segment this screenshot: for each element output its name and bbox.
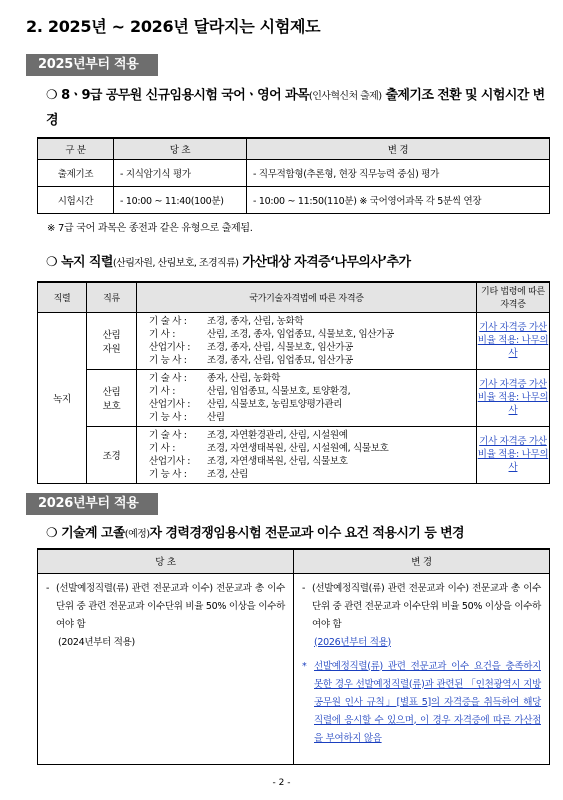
qual-level: 기 술 사 :	[149, 315, 187, 327]
other-cert-link[interactable]: 기사 자격증 가산비율 적용: 나무의사	[477, 322, 549, 359]
table-cell: - 직무적합형(추론형, 현장 직무능력 중심) 평가	[247, 159, 550, 186]
qualification-list	[137, 372, 476, 424]
paragraph	[302, 580, 541, 634]
page-number: - 2 -	[272, 778, 291, 788]
table-cell: - 지식암기식 평가	[114, 159, 247, 186]
qual-level: 기 능 사 :	[149, 411, 187, 423]
circle-bullet-icon: ❍	[46, 88, 58, 103]
table-row	[38, 186, 550, 213]
circle-bullet-icon: ❍	[46, 255, 58, 270]
table-cell	[477, 369, 550, 426]
bullet-text-end: 가산대상 자격증‘나무의사’추가	[238, 255, 411, 270]
qual-level: 기 술 사 :	[149, 372, 187, 384]
table-header: 변 경	[247, 138, 550, 159]
apply-note: (2024년부터 적용)	[58, 636, 135, 648]
series-name: 조경	[102, 450, 121, 462]
table-row	[38, 312, 550, 369]
qual-items: 조경, 종자, 산림, 식물보호, 임산가공	[207, 341, 354, 353]
bullet-note: (예정)	[124, 529, 150, 540]
table-cell: 출제기조	[38, 159, 114, 186]
table-header: 직렬	[38, 282, 87, 312]
qual-items: 산림, 식물보호, 농림토양평가관리	[207, 398, 343, 410]
series-name: 산림 자원	[102, 329, 121, 355]
qual-items: 산림	[207, 411, 225, 423]
qual-items: 산림, 임업종묘, 식물보호, 토양환경,	[207, 385, 351, 397]
curriculum-change-table	[37, 548, 550, 765]
qual-items: 조경, 종자, 산림, 임업종묘, 임산가공	[207, 354, 354, 366]
table-row	[38, 426, 550, 483]
series-name: 산림 보호	[102, 386, 121, 412]
dash-marker: -	[302, 582, 306, 594]
table-header: 직류	[87, 282, 137, 312]
table-cell	[87, 426, 137, 483]
table-header: 국가기술자격법에 따른 자격증	[137, 282, 477, 312]
footnote: ※ 7급 국어 과목은 종전과 같은 유형으로 출제됨.	[47, 223, 253, 234]
bullet-exam-change	[46, 84, 546, 133]
paragraph	[46, 580, 285, 634]
asterisk-note	[302, 658, 541, 748]
bullet-text: 8ㆍ9급 공무원 신규임용시험 국어ㆍ영어 과목	[61, 88, 309, 103]
table-cell-after	[294, 573, 550, 764]
table-row	[38, 369, 550, 426]
table-header: 당 초	[114, 138, 247, 159]
qualification-list	[137, 315, 476, 367]
paragraph-text: (선발예정직렬(류) 관련 전문교과 이수) 전문교과 총 이수단위 중 관련 전문교과 이수단위 비율 50% 이상을 이수하여야 함	[56, 582, 285, 630]
table-header: 변 경	[294, 549, 550, 573]
section-banner-2025: 2025년부터 적용	[26, 54, 158, 76]
qual-level: 기 능 사 :	[149, 354, 187, 366]
qual-items: 조경, 산림	[207, 468, 248, 480]
table-cell	[137, 369, 477, 426]
table-header: 당 초	[38, 549, 294, 573]
qual-items: 조경, 종자, 산림, 농화학	[207, 315, 304, 327]
table-cell: - 10:00 ~ 11:40(100분)	[114, 186, 247, 213]
bullet-text-end: 자 경력경쟁임용시험 전문교과 이수 요건 적용시기 등 변경	[149, 526, 464, 541]
table-header: 구 분	[38, 138, 114, 159]
qual-items: 조경, 자연환경관리, 산림, 시설원예	[207, 429, 348, 441]
dash-marker: -	[46, 582, 50, 594]
table-cell	[477, 426, 550, 483]
bullet-note: (산림자원, 산림보호, 조경직류)	[112, 258, 239, 269]
table-cell	[137, 426, 477, 483]
qual-level: 기 사 :	[149, 442, 176, 454]
table-row	[38, 573, 550, 764]
apply-note: (2026년부터 적용)	[314, 636, 391, 648]
bullet-technical-graduate	[46, 522, 546, 547]
qual-level: 기 사 :	[149, 385, 176, 397]
circle-bullet-icon: ❍	[46, 526, 58, 541]
table-cell	[137, 312, 477, 369]
bullet-text-end: 출제기조 전환 및 시험시간 변경	[46, 88, 545, 128]
page-title: 2. 2025년 ~ 2026년 달라지는 시험제도	[26, 17, 321, 36]
qual-level: 산업기사 :	[149, 398, 191, 410]
qual-items: 종자, 산림, 농화학	[207, 372, 281, 384]
qual-level: 기 사 :	[149, 328, 176, 340]
certificate-table	[37, 281, 550, 484]
other-cert-link[interactable]: 기사 자격증 가산비율 적용: 나무의사	[477, 379, 549, 416]
table-cell: - 10:00 ~ 11:50(110분) ※ 국어영어과목 각 5분씩 연장	[247, 186, 550, 213]
table-cell	[87, 369, 137, 426]
asterisk-marker: *	[302, 660, 307, 672]
table-header: 기타 법령에 따른 자격증	[477, 282, 550, 312]
table-cell	[87, 312, 137, 369]
qual-level: 산업기사 :	[149, 455, 191, 467]
apply-note-wrap	[302, 634, 541, 652]
table-row	[38, 159, 550, 186]
qual-items: 조경, 자연생태복원, 산림, 시설원예, 식물보호	[207, 442, 389, 454]
table-cell: 시험시간	[38, 186, 114, 213]
paragraph-text: (선발예정직렬(류) 관련 전문교과 이수) 전문교과 총 이수단위 중 관련 전문교과 이수단위 비율 50% 이상을 이수하여야 함	[312, 582, 541, 630]
qual-items: 산림, 조경, 종자, 임업종묘, 식물보호, 임산가공	[207, 328, 394, 340]
qual-items: 조경, 자연생태복원, 산림, 식물보호	[207, 455, 348, 467]
qualification-list	[137, 429, 476, 481]
bullet-text: 기술계 고졸	[61, 526, 125, 541]
bullet-text: 녹지 직렬	[61, 255, 113, 270]
other-cert-link[interactable]: 기사 자격증 가산비율 적용: 나무의사	[477, 436, 549, 473]
asterisk-note-text: 선발예정직렬(류) 관련 전문교과 이수 요건을 충족하지 못한 경우 선발예정직렬(류)과 관련된 「인천광역시 지방공무원 인사 규칙」[별표 5]의 자격증을 취득하여 해당 직렬에 응시할 수 있으며, 이 경우 자격증에 따른 가산점을 부여하지 않음	[314, 660, 541, 744]
bullet-tree-doctor	[46, 251, 546, 276]
qual-level: 기 술 사 :	[149, 429, 187, 441]
qual-level: 기 능 사 :	[149, 468, 187, 480]
table-cell-before	[38, 573, 294, 764]
table-cell	[477, 312, 550, 369]
qual-level: 산업기사 :	[149, 341, 191, 353]
section-banner-2026: 2026년부터 적용	[26, 493, 158, 515]
bullet-note: (인사혁신처 출제)	[308, 91, 382, 102]
exam-change-table	[37, 137, 550, 214]
table-cell: 녹지	[38, 312, 87, 483]
